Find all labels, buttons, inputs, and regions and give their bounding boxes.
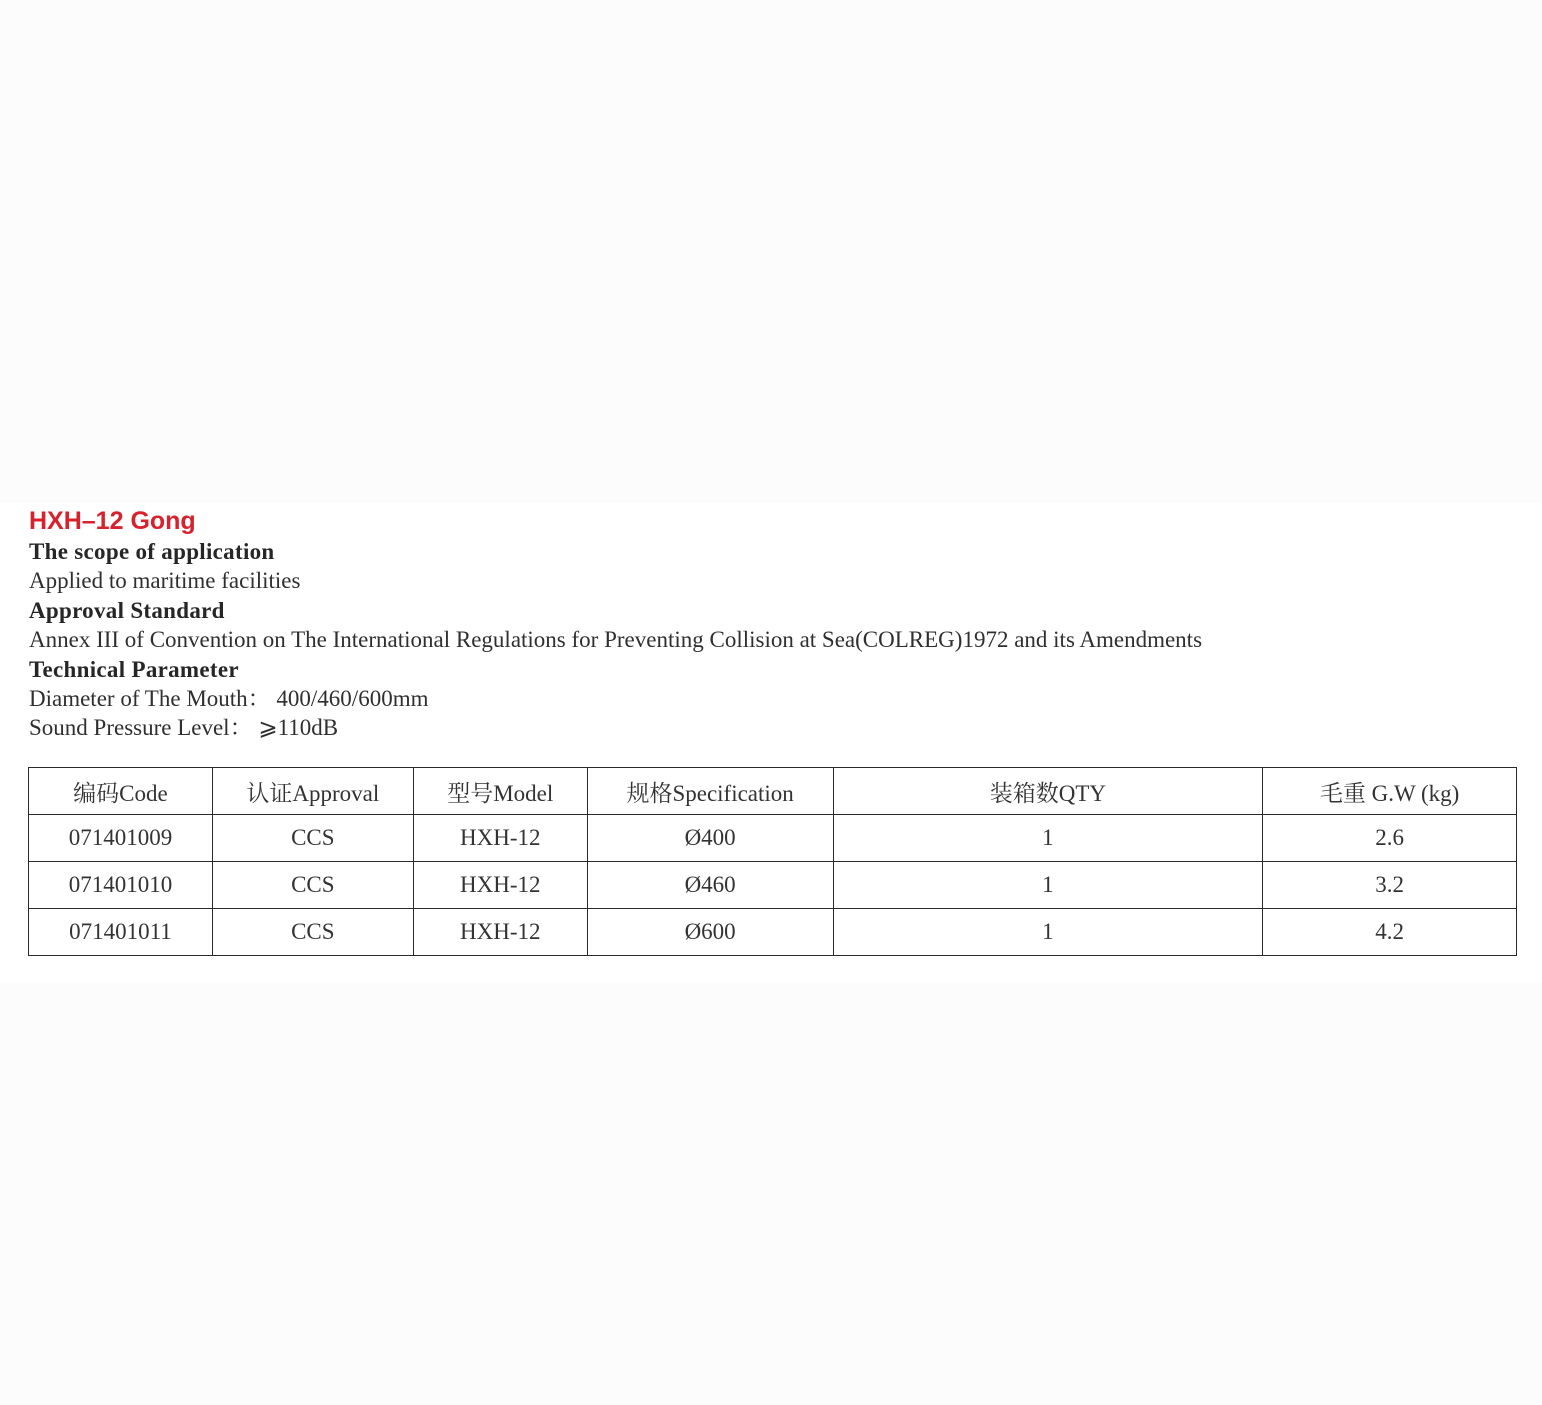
cell-model: HXH-12 (413, 815, 587, 862)
scope-text: Applied to maritime facilities (29, 568, 301, 593)
spec-table (28, 767, 1517, 956)
cell-model: HXH-12 (413, 862, 587, 909)
cell-approval: CCS (212, 909, 413, 956)
table-row (29, 909, 1517, 956)
cell-specification: Ø400 (587, 815, 833, 862)
header-model: 型号Model (413, 768, 587, 815)
cell-approval: CCS (212, 862, 413, 909)
product-title: HXH–12 Gong (29, 507, 196, 535)
header-code: 编码Code (29, 768, 213, 815)
approval-text: Annex III of Convention on The International Regulations for Preventing Collision at Sea(COLREG)1972 and its Amendments (29, 627, 1203, 652)
cell-model: HXH-12 (413, 909, 587, 956)
cell-code: 071401010 (29, 862, 213, 909)
header-approval: 认证Approval (212, 768, 413, 815)
cell-code: 071401009 (29, 815, 213, 862)
cell-specification: Ø600 (587, 909, 833, 956)
cell-specification: Ø460 (587, 862, 833, 909)
table-row (29, 815, 1517, 862)
scope-heading: The scope of application (29, 539, 275, 564)
cell-qty: 1 (833, 862, 1263, 909)
table-header-row (29, 768, 1517, 815)
header-gross-weight: 毛重 G.W (kg) (1263, 768, 1517, 815)
cell-qty: 1 (833, 909, 1263, 956)
cell-gross-weight: 4.2 (1263, 909, 1517, 956)
cell-qty: 1 (833, 815, 1263, 862)
cell-code: 071401011 (29, 909, 213, 956)
header-specification: 规格Specification (587, 768, 833, 815)
approval-heading: Approval Standard (29, 598, 225, 623)
technical-heading: Technical Parameter (29, 657, 239, 682)
cell-gross-weight: 3.2 (1263, 862, 1517, 909)
sound-pressure-parameter: Sound Pressure Level： ⩾110dB (29, 715, 339, 740)
diameter-parameter: Diameter of The Mouth： 400/460/600mm (29, 686, 429, 711)
cell-gross-weight: 2.6 (1263, 815, 1517, 862)
header-qty: 装箱数QTY (833, 768, 1263, 815)
cell-approval: CCS (212, 815, 413, 862)
table-row (29, 862, 1517, 909)
